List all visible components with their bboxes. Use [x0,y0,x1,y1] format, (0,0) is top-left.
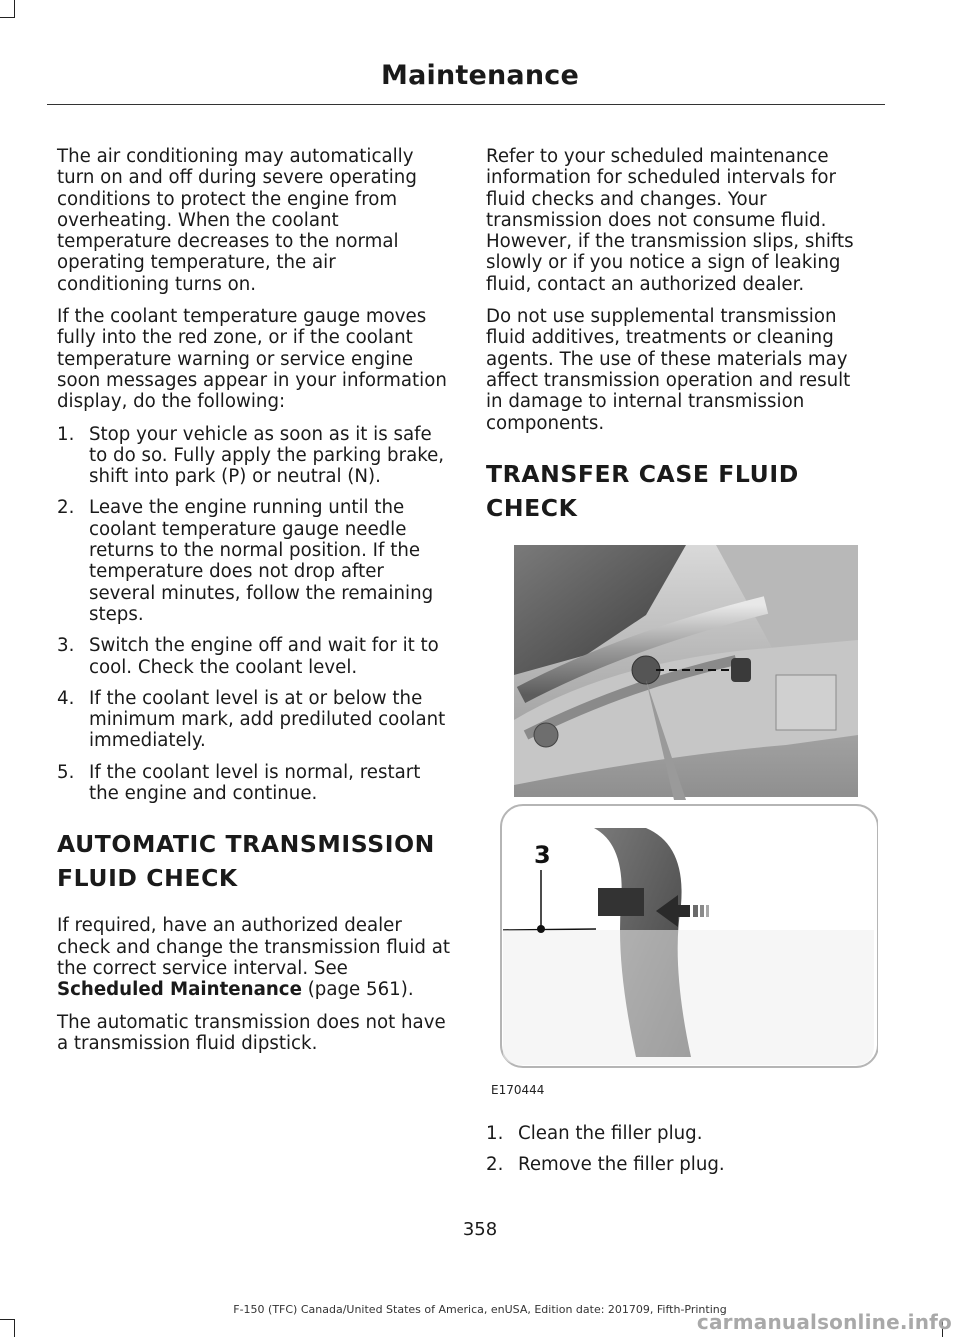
paragraph-no-dipstick: The automatic transmission does not have a transmission fluid dipstick. [57,1011,446,1054]
arrow-tail-mark [693,905,698,917]
transfer-case-figure [486,545,878,1105]
text-run: (page 561). [301,979,414,1001]
list-item [486,1123,858,1144]
list-item [57,762,452,805]
crop-mark-bottom-left-h [0,1319,15,1320]
fill-hole-shape [632,656,660,684]
footer-edition-text: F-150 (TFC) Canada/United States of America, enUSA, Edition date: 201709, Fifth-Printing [233,1303,727,1316]
step-text: Leave the engine running until the coolant temperature gauge needle returns to the normal position. If the temperature does not drop after several minutes, follow the remaining steps. [89,497,434,625]
figure-code: E170444 [491,1082,545,1097]
section-heading-transfer-case [486,457,858,525]
step-text: Switch the engine off and wait for it to cool. Check the coolant level. [89,635,439,678]
right-column [486,146,858,1186]
heading-line: CHECK [486,493,578,522]
scheduled-maintenance-link[interactable]: Scheduled Maintenance [57,979,302,1001]
fluid-level-line [503,929,596,930]
heading-line: TRANSFER CASE FLUID [486,459,799,488]
step-number: 4. [57,687,75,709]
overheat-steps-list [57,424,452,805]
left-column [57,146,452,1065]
step-number: 1. [486,1122,504,1144]
bracket-shape [776,675,836,730]
arrow-tail-mark [700,905,704,917]
step-number: 1. [57,423,75,445]
callout-dot [537,925,545,933]
callout-number: 3 [534,840,551,869]
heading-line: FLUID CHECK [57,864,238,893]
step-text: Remove the filler plug. [518,1154,725,1176]
list-item [57,635,452,678]
step-text: If the coolant level is normal, restart the engine and continue. [89,761,421,805]
step-text: If the coolant level is at or below the minimum mark, add prediluted coolant immediately. [89,687,446,752]
filler-plug-shape [731,658,751,682]
arrow-tail-mark [706,905,709,917]
list-item [57,497,452,625]
text-run: If required, have an authorized dealer check and change the transmission fluid at the correct service interval. See [57,915,450,979]
crop-mark-bottom-left [14,1319,15,1337]
step-text: Stop your vehicle as soon as it is safe to do so. Fully apply the parking brake, shift into park (P) or neutral (N). [89,423,445,488]
watermark-text: carmanualsonline.info [696,1310,952,1334]
step-number: 3. [57,635,75,657]
paragraph-scheduled-intervals: Refer to your scheduled maintenance information for scheduled intervals for fluid checks and changes. Your transmission does not consume fluid. However, if the transmission slips, shifts slowly or if you notice a sign of leaking fluid, contact an authorized dealer. [486,146,854,295]
paragraph-no-additives: Do not use supplemental transmission fluid additives, treatments or cleaning agents. The use of these materials may affect transmission operation and result in damage to internal transmission components. [486,306,851,434]
step-number: 5. [57,761,75,783]
paragraph-dealer-check [57,915,452,1000]
crop-mark-top-left [14,0,15,18]
transfer-case-steps-list [486,1123,858,1176]
crop-mark-top-left-h [0,17,15,18]
list-item [57,688,452,752]
paragraph-ac-note: The air conditioning may automatically turn on and off during severe operating conditions to protect the engine from overheating. When the coolant temperature decreases to the normal operating temperature, the air conditioning turns on. [57,146,417,295]
list-item [57,424,452,488]
fluid-level-band [598,888,644,916]
bolt-shape [534,723,558,747]
page-number: 358 [462,1219,498,1240]
section-heading-transmission [57,827,452,895]
step-number: 2. [57,497,75,519]
step-text: Clean the filler plug. [518,1122,703,1144]
transfer-case-illustration [486,545,878,1080]
step-number: 2. [486,1154,504,1176]
header-divider [47,104,885,105]
list-item [486,1154,858,1175]
paragraph-overheat-intro: If the coolant temperature gauge moves fully into the red zone, or if the coolant temperature warning or service engine soon messages appear in your information display, do the following: [57,306,447,413]
page-title: Maintenance [381,60,579,91]
fluid-area [503,930,874,1065]
heading-line: AUTOMATIC TRANSMISSION [57,830,435,859]
